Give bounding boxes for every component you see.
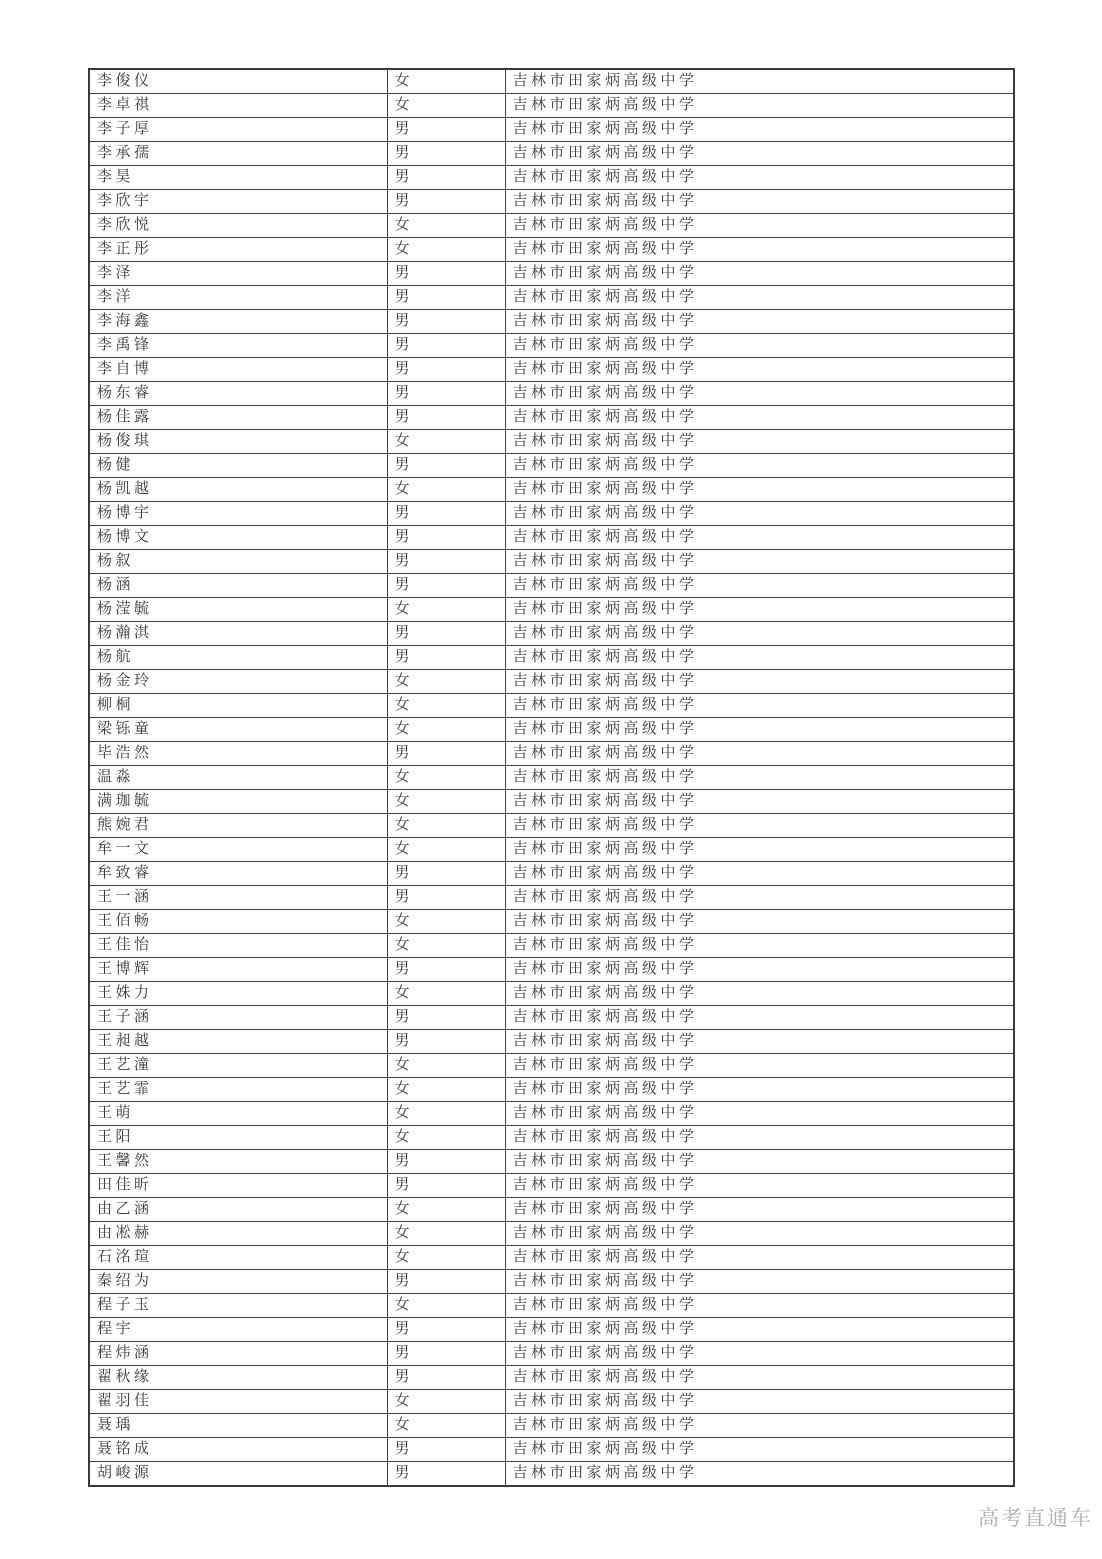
table-row xyxy=(89,430,1014,454)
school-cell: 吉林市田家炳高级中学 xyxy=(505,1126,1014,1150)
school-cell: 吉林市田家炳高级中学 xyxy=(505,454,1014,478)
name-cell: 杨滢毓 xyxy=(89,598,387,622)
gender-cell: 女 xyxy=(387,1126,505,1150)
gender-cell: 女 xyxy=(387,1078,505,1102)
school-cell: 吉林市田家炳高级中学 xyxy=(505,1438,1014,1462)
gender-cell: 男 xyxy=(387,1150,505,1174)
school-cell: 吉林市田家炳高级中学 xyxy=(505,1054,1014,1078)
table-row xyxy=(89,406,1014,430)
gender-cell: 男 xyxy=(387,310,505,334)
name-cell: 王姝力 xyxy=(89,982,387,1006)
gender-cell: 男 xyxy=(387,406,505,430)
table-row xyxy=(89,766,1014,790)
table-row xyxy=(89,334,1014,358)
table-row xyxy=(89,382,1014,406)
name-cell: 胡峻源 xyxy=(89,1462,387,1487)
table-row xyxy=(89,1222,1014,1246)
gender-cell: 男 xyxy=(387,142,505,166)
gender-cell: 男 xyxy=(387,1462,505,1487)
table-row xyxy=(89,526,1014,550)
school-cell: 吉林市田家炳高级中学 xyxy=(505,814,1014,838)
table-row xyxy=(89,1390,1014,1414)
gender-cell: 女 xyxy=(387,1414,505,1438)
table-row xyxy=(89,1102,1014,1126)
table-row xyxy=(89,1318,1014,1342)
gender-cell: 女 xyxy=(387,790,505,814)
gender-cell: 男 xyxy=(387,622,505,646)
name-cell: 程子玉 xyxy=(89,1294,387,1318)
gender-cell: 女 xyxy=(387,1222,505,1246)
table-row xyxy=(89,238,1014,262)
student-roster-table xyxy=(88,68,1015,1487)
name-cell: 王博辉 xyxy=(89,958,387,982)
gender-cell: 女 xyxy=(387,598,505,622)
gender-cell: 女 xyxy=(387,814,505,838)
name-cell: 程炜涵 xyxy=(89,1342,387,1366)
school-cell: 吉林市田家炳高级中学 xyxy=(505,478,1014,502)
table-row xyxy=(89,982,1014,1006)
school-cell: 吉林市田家炳高级中学 xyxy=(505,262,1014,286)
watermark-text: 高考直通车 xyxy=(978,1507,1093,1530)
table-row xyxy=(89,1342,1014,1366)
gender-cell: 男 xyxy=(387,1030,505,1054)
school-cell: 吉林市田家炳高级中学 xyxy=(505,766,1014,790)
school-cell: 吉林市田家炳高级中学 xyxy=(505,214,1014,238)
table-row xyxy=(89,1078,1014,1102)
table-row xyxy=(89,69,1014,94)
name-cell: 满珈毓 xyxy=(89,790,387,814)
name-cell: 李正彤 xyxy=(89,238,387,262)
name-cell: 杨叙 xyxy=(89,550,387,574)
school-cell: 吉林市田家炳高级中学 xyxy=(505,358,1014,382)
gender-cell: 女 xyxy=(387,1294,505,1318)
name-cell: 秦绍为 xyxy=(89,1270,387,1294)
school-cell: 吉林市田家炳高级中学 xyxy=(505,1294,1014,1318)
name-cell: 翟秋缘 xyxy=(89,1366,387,1390)
table-row xyxy=(89,454,1014,478)
gender-cell: 男 xyxy=(387,1006,505,1030)
table-row xyxy=(89,142,1014,166)
school-cell: 吉林市田家炳高级中学 xyxy=(505,69,1014,94)
table-row xyxy=(89,214,1014,238)
gender-cell: 女 xyxy=(387,94,505,118)
gender-cell: 男 xyxy=(387,382,505,406)
table-row xyxy=(89,1414,1014,1438)
gender-cell: 女 xyxy=(387,910,505,934)
school-cell: 吉林市田家炳高级中学 xyxy=(505,574,1014,598)
gender-cell: 男 xyxy=(387,886,505,910)
gender-cell: 男 xyxy=(387,958,505,982)
gender-cell: 男 xyxy=(387,1318,505,1342)
school-cell: 吉林市田家炳高级中学 xyxy=(505,142,1014,166)
name-cell: 杨凯越 xyxy=(89,478,387,502)
school-cell: 吉林市田家炳高级中学 xyxy=(505,622,1014,646)
name-cell: 王佳怡 xyxy=(89,934,387,958)
table-row xyxy=(89,286,1014,310)
school-cell: 吉林市田家炳高级中学 xyxy=(505,1390,1014,1414)
table-row xyxy=(89,622,1014,646)
name-cell: 李禹锋 xyxy=(89,334,387,358)
gender-cell: 女 xyxy=(387,69,505,94)
table-row xyxy=(89,838,1014,862)
school-cell: 吉林市田家炳高级中学 xyxy=(505,526,1014,550)
name-cell: 王子涵 xyxy=(89,1006,387,1030)
name-cell: 李泽 xyxy=(89,262,387,286)
table-row xyxy=(89,1438,1014,1462)
gender-cell: 女 xyxy=(387,766,505,790)
school-cell: 吉林市田家炳高级中学 xyxy=(505,310,1014,334)
table-row xyxy=(89,694,1014,718)
name-cell: 王馨然 xyxy=(89,1150,387,1174)
table-row xyxy=(89,1006,1014,1030)
table-row xyxy=(89,862,1014,886)
gender-cell: 女 xyxy=(387,1246,505,1270)
name-cell: 杨佳露 xyxy=(89,406,387,430)
name-cell: 杨俊琪 xyxy=(89,430,387,454)
table-row xyxy=(89,1198,1014,1222)
name-cell: 聂瑀 xyxy=(89,1414,387,1438)
gender-cell: 女 xyxy=(387,430,505,454)
table-row xyxy=(89,118,1014,142)
table-row xyxy=(89,598,1014,622)
name-cell: 王阳 xyxy=(89,1126,387,1150)
school-cell: 吉林市田家炳高级中学 xyxy=(505,238,1014,262)
table-row xyxy=(89,886,1014,910)
school-cell: 吉林市田家炳高级中学 xyxy=(505,718,1014,742)
name-cell: 柳桐 xyxy=(89,694,387,718)
school-cell: 吉林市田家炳高级中学 xyxy=(505,1150,1014,1174)
school-cell: 吉林市田家炳高级中学 xyxy=(505,598,1014,622)
table-row xyxy=(89,1270,1014,1294)
name-cell: 杨博文 xyxy=(89,526,387,550)
name-cell: 杨瀚淇 xyxy=(89,622,387,646)
school-cell: 吉林市田家炳高级中学 xyxy=(505,1246,1014,1270)
table-row xyxy=(89,646,1014,670)
gender-cell: 男 xyxy=(387,1174,505,1198)
name-cell: 毕浩然 xyxy=(89,742,387,766)
name-cell: 李海鑫 xyxy=(89,310,387,334)
school-cell: 吉林市田家炳高级中学 xyxy=(505,502,1014,526)
school-cell: 吉林市田家炳高级中学 xyxy=(505,1462,1014,1487)
school-cell: 吉林市田家炳高级中学 xyxy=(505,286,1014,310)
school-cell: 吉林市田家炳高级中学 xyxy=(505,742,1014,766)
name-cell: 由凇赫 xyxy=(89,1222,387,1246)
school-cell: 吉林市田家炳高级中学 xyxy=(505,382,1014,406)
school-cell: 吉林市田家炳高级中学 xyxy=(505,670,1014,694)
school-cell: 吉林市田家炳高级中学 xyxy=(505,1270,1014,1294)
table-row xyxy=(89,814,1014,838)
school-cell: 吉林市田家炳高级中学 xyxy=(505,166,1014,190)
name-cell: 李子厚 xyxy=(89,118,387,142)
school-cell: 吉林市田家炳高级中学 xyxy=(505,118,1014,142)
gender-cell: 男 xyxy=(387,1270,505,1294)
gender-cell: 女 xyxy=(387,1102,505,1126)
table-row xyxy=(89,934,1014,958)
gender-cell: 女 xyxy=(387,1390,505,1414)
gender-cell: 男 xyxy=(387,646,505,670)
name-cell: 由乙涵 xyxy=(89,1198,387,1222)
gender-cell: 男 xyxy=(387,502,505,526)
table-row xyxy=(89,358,1014,382)
table-row xyxy=(89,910,1014,934)
name-cell: 王一涵 xyxy=(89,886,387,910)
name-cell: 杨金玲 xyxy=(89,670,387,694)
gender-cell: 男 xyxy=(387,334,505,358)
school-cell: 吉林市田家炳高级中学 xyxy=(505,886,1014,910)
table-row xyxy=(89,502,1014,526)
gender-cell: 女 xyxy=(387,838,505,862)
name-cell: 李洋 xyxy=(89,286,387,310)
name-cell: 石洺瑄 xyxy=(89,1246,387,1270)
name-cell: 王佰畅 xyxy=(89,910,387,934)
table-row xyxy=(89,1246,1014,1270)
gender-cell: 女 xyxy=(387,982,505,1006)
gender-cell: 男 xyxy=(387,862,505,886)
table-row xyxy=(89,1150,1014,1174)
gender-cell: 男 xyxy=(387,166,505,190)
table-row xyxy=(89,1366,1014,1390)
name-cell: 李自博 xyxy=(89,358,387,382)
gender-cell: 女 xyxy=(387,934,505,958)
table-row xyxy=(89,574,1014,598)
name-cell: 李昊 xyxy=(89,166,387,190)
name-cell: 杨东睿 xyxy=(89,382,387,406)
school-cell: 吉林市田家炳高级中学 xyxy=(505,1174,1014,1198)
table-row xyxy=(89,742,1014,766)
name-cell: 杨博宇 xyxy=(89,502,387,526)
school-cell: 吉林市田家炳高级中学 xyxy=(505,934,1014,958)
name-cell: 程宇 xyxy=(89,1318,387,1342)
school-cell: 吉林市田家炳高级中学 xyxy=(505,190,1014,214)
gender-cell: 女 xyxy=(387,478,505,502)
gender-cell: 女 xyxy=(387,1054,505,1078)
school-cell: 吉林市田家炳高级中学 xyxy=(505,1366,1014,1390)
gender-cell: 男 xyxy=(387,574,505,598)
name-cell: 王艺霏 xyxy=(89,1078,387,1102)
name-cell: 李欣宇 xyxy=(89,190,387,214)
gender-cell: 男 xyxy=(387,526,505,550)
school-cell: 吉林市田家炳高级中学 xyxy=(505,1222,1014,1246)
school-cell: 吉林市田家炳高级中学 xyxy=(505,910,1014,934)
gender-cell: 男 xyxy=(387,454,505,478)
gender-cell: 男 xyxy=(387,118,505,142)
gender-cell: 女 xyxy=(387,670,505,694)
school-cell: 吉林市田家炳高级中学 xyxy=(505,94,1014,118)
table-row xyxy=(89,310,1014,334)
table-row xyxy=(89,1054,1014,1078)
gender-cell: 男 xyxy=(387,262,505,286)
school-cell: 吉林市田家炳高级中学 xyxy=(505,1318,1014,1342)
name-cell: 李俊仪 xyxy=(89,69,387,94)
gender-cell: 女 xyxy=(387,214,505,238)
table-row xyxy=(89,1462,1014,1487)
gender-cell: 男 xyxy=(387,550,505,574)
name-cell: 王艺潼 xyxy=(89,1054,387,1078)
school-cell: 吉林市田家炳高级中学 xyxy=(505,694,1014,718)
name-cell: 翟羽佳 xyxy=(89,1390,387,1414)
gender-cell: 男 xyxy=(387,190,505,214)
table-row xyxy=(89,262,1014,286)
name-cell: 李承孺 xyxy=(89,142,387,166)
school-cell: 吉林市田家炳高级中学 xyxy=(505,1102,1014,1126)
school-cell: 吉林市田家炳高级中学 xyxy=(505,1414,1014,1438)
gender-cell: 男 xyxy=(387,1342,505,1366)
name-cell: 杨健 xyxy=(89,454,387,478)
table-row xyxy=(89,478,1014,502)
school-cell: 吉林市田家炳高级中学 xyxy=(505,430,1014,454)
school-cell: 吉林市田家炳高级中学 xyxy=(505,1006,1014,1030)
table-row xyxy=(89,790,1014,814)
name-cell: 王萌 xyxy=(89,1102,387,1126)
gender-cell: 男 xyxy=(387,286,505,310)
name-cell: 梁铄童 xyxy=(89,718,387,742)
school-cell: 吉林市田家炳高级中学 xyxy=(505,646,1014,670)
school-cell: 吉林市田家炳高级中学 xyxy=(505,1198,1014,1222)
name-cell: 杨航 xyxy=(89,646,387,670)
name-cell: 聂铭成 xyxy=(89,1438,387,1462)
table-row xyxy=(89,958,1014,982)
gender-cell: 女 xyxy=(387,1198,505,1222)
table-row xyxy=(89,166,1014,190)
school-cell: 吉林市田家炳高级中学 xyxy=(505,1342,1014,1366)
name-cell: 王昶越 xyxy=(89,1030,387,1054)
name-cell: 牟致睿 xyxy=(89,862,387,886)
table-row xyxy=(89,190,1014,214)
name-cell: 田佳昕 xyxy=(89,1174,387,1198)
school-cell: 吉林市田家炳高级中学 xyxy=(505,790,1014,814)
gender-cell: 女 xyxy=(387,694,505,718)
gender-cell: 男 xyxy=(387,1438,505,1462)
table-row xyxy=(89,670,1014,694)
school-cell: 吉林市田家炳高级中学 xyxy=(505,1078,1014,1102)
table-row xyxy=(89,718,1014,742)
table-row xyxy=(89,94,1014,118)
name-cell: 温淼 xyxy=(89,766,387,790)
table-row xyxy=(89,550,1014,574)
gender-cell: 女 xyxy=(387,718,505,742)
gender-cell: 男 xyxy=(387,1366,505,1390)
name-cell: 李欣悦 xyxy=(89,214,387,238)
school-cell: 吉林市田家炳高级中学 xyxy=(505,958,1014,982)
gender-cell: 女 xyxy=(387,238,505,262)
school-cell: 吉林市田家炳高级中学 xyxy=(505,862,1014,886)
school-cell: 吉林市田家炳高级中学 xyxy=(505,982,1014,1006)
gender-cell: 男 xyxy=(387,358,505,382)
name-cell: 李卓祺 xyxy=(89,94,387,118)
table-row xyxy=(89,1030,1014,1054)
school-cell: 吉林市田家炳高级中学 xyxy=(505,1030,1014,1054)
gender-cell: 男 xyxy=(387,742,505,766)
table-row xyxy=(89,1174,1014,1198)
name-cell: 牟一文 xyxy=(89,838,387,862)
table-row xyxy=(89,1294,1014,1318)
name-cell: 熊婉君 xyxy=(89,814,387,838)
table-row xyxy=(89,1126,1014,1150)
school-cell: 吉林市田家炳高级中学 xyxy=(505,838,1014,862)
roster-body xyxy=(89,69,1014,1486)
school-cell: 吉林市田家炳高级中学 xyxy=(505,550,1014,574)
school-cell: 吉林市田家炳高级中学 xyxy=(505,406,1014,430)
school-cell: 吉林市田家炳高级中学 xyxy=(505,334,1014,358)
name-cell: 杨涵 xyxy=(89,574,387,598)
